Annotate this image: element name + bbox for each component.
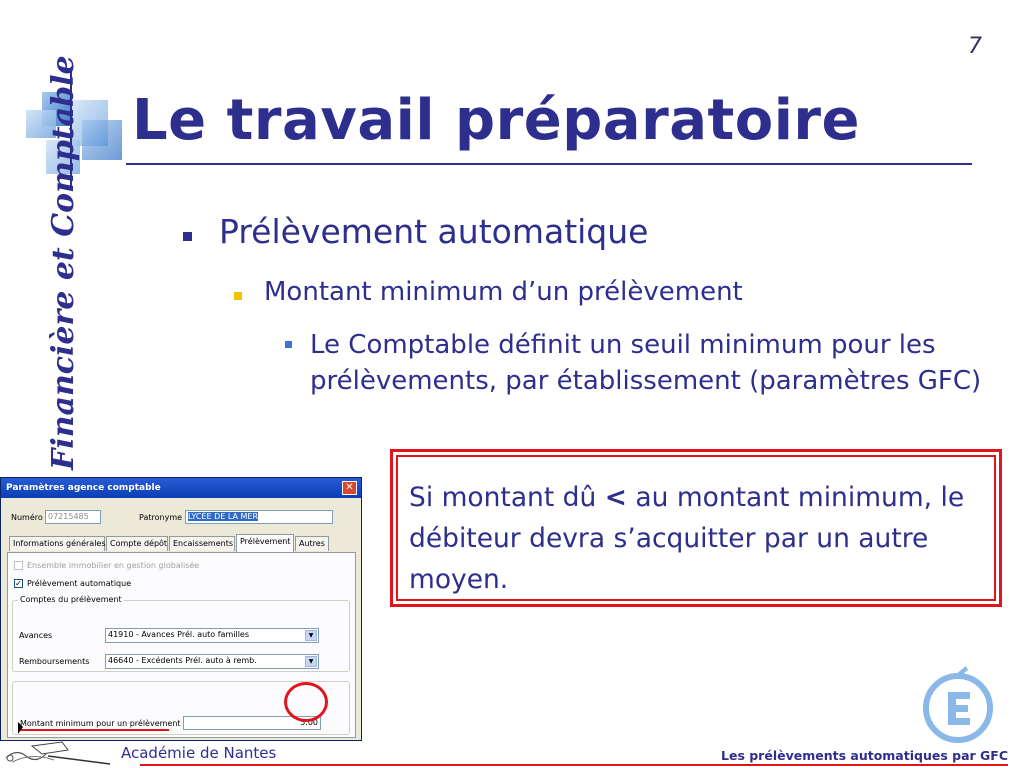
note-part1: Si montant dû xyxy=(409,482,605,513)
note-text xyxy=(396,455,996,601)
ensemble-checkbox[interactable] xyxy=(14,561,23,570)
comptes-group-title: Comptes du prélèvement xyxy=(20,595,122,604)
remboursements-value: 46640 - Excédents Prél. auto à remb. xyxy=(108,656,257,665)
note-box xyxy=(390,449,1002,607)
title-underline xyxy=(126,163,972,165)
dialog-title: Paramètres agence comptable xyxy=(6,483,161,493)
patronyme-field[interactable] xyxy=(185,510,333,524)
bullet-level-3-marker xyxy=(285,341,292,348)
tab-compte-depot[interactable]: Compte dépôt xyxy=(106,536,168,551)
page-number: 7 xyxy=(968,34,982,59)
tab-encaissements[interactable]: Encaissements xyxy=(169,536,235,551)
chevron-down-icon[interactable]: ▼ xyxy=(305,630,317,641)
bullet-level-1-text: Prélèvement automatique xyxy=(219,212,649,251)
comptes-group xyxy=(12,595,350,672)
montant-min-field[interactable]: 5.00 xyxy=(183,716,321,730)
note-symbol: < xyxy=(604,482,627,513)
tab-informations-generales[interactable]: Informations générales xyxy=(9,536,105,551)
montant-min-label: Montant minimum pour un prélèvement xyxy=(20,719,181,728)
footer-left: Académie de Nantes xyxy=(121,744,277,762)
avances-label: Avances xyxy=(19,631,53,640)
numero-field[interactable]: 07215485 xyxy=(45,510,101,524)
bullet-level-3-text: Le Comptable définit un seuil minimum pour les prélèvements, par établissement (paramètres GFC) xyxy=(310,330,982,396)
bullet-level-2-text: Montant minimum d’un prélèvement xyxy=(264,277,743,307)
bullet-level-3 xyxy=(285,327,985,399)
remboursements-label: Remboursements xyxy=(19,657,90,666)
avances-select[interactable] xyxy=(105,628,319,643)
close-icon[interactable]: ✕ xyxy=(342,481,357,495)
mouse-cursor-icon xyxy=(18,722,23,734)
tab-autres[interactable]: Autres xyxy=(295,536,329,551)
ensemble-label: Ensemble immobilier en gestion globalisée xyxy=(27,561,200,570)
slide-title: Le travail préparatoire xyxy=(132,88,861,153)
footer-rule xyxy=(140,764,1008,766)
dialog-title-bar xyxy=(1,478,361,498)
footer-right: Les prélèvements automatiques par GFC xyxy=(721,748,1008,763)
chevron-down-icon[interactable]: ▼ xyxy=(305,656,317,667)
avances-value: 41910 - Avances Prél. auto familles xyxy=(108,630,250,639)
note-part2: au montant minimum, le débiteur devra s’acquitter par un autre moyen. xyxy=(409,482,965,595)
dialog-window xyxy=(0,477,362,741)
prelevement-auto-checkbox[interactable]: ✓ xyxy=(15,579,22,588)
bullet-level-2 xyxy=(234,277,743,307)
academie-logo-icon xyxy=(2,738,112,768)
numero-label: Numéro xyxy=(11,513,43,522)
tab-prelevement[interactable]: Prélèvement xyxy=(236,534,294,552)
vertical-side-text: Financière et Comptable xyxy=(46,55,81,470)
bullet-level-1 xyxy=(183,212,648,251)
prelevement-auto-label: Prélèvement automatique xyxy=(27,579,132,588)
remboursements-select[interactable] xyxy=(105,654,319,669)
patronyme-value: LYCÉE DE LA MER xyxy=(188,512,259,521)
education-nationale-logo-icon xyxy=(918,662,998,744)
patronyme-label: Patronyme xyxy=(139,513,183,522)
highlight-circle xyxy=(284,682,328,722)
highlight-underline xyxy=(19,729,169,731)
